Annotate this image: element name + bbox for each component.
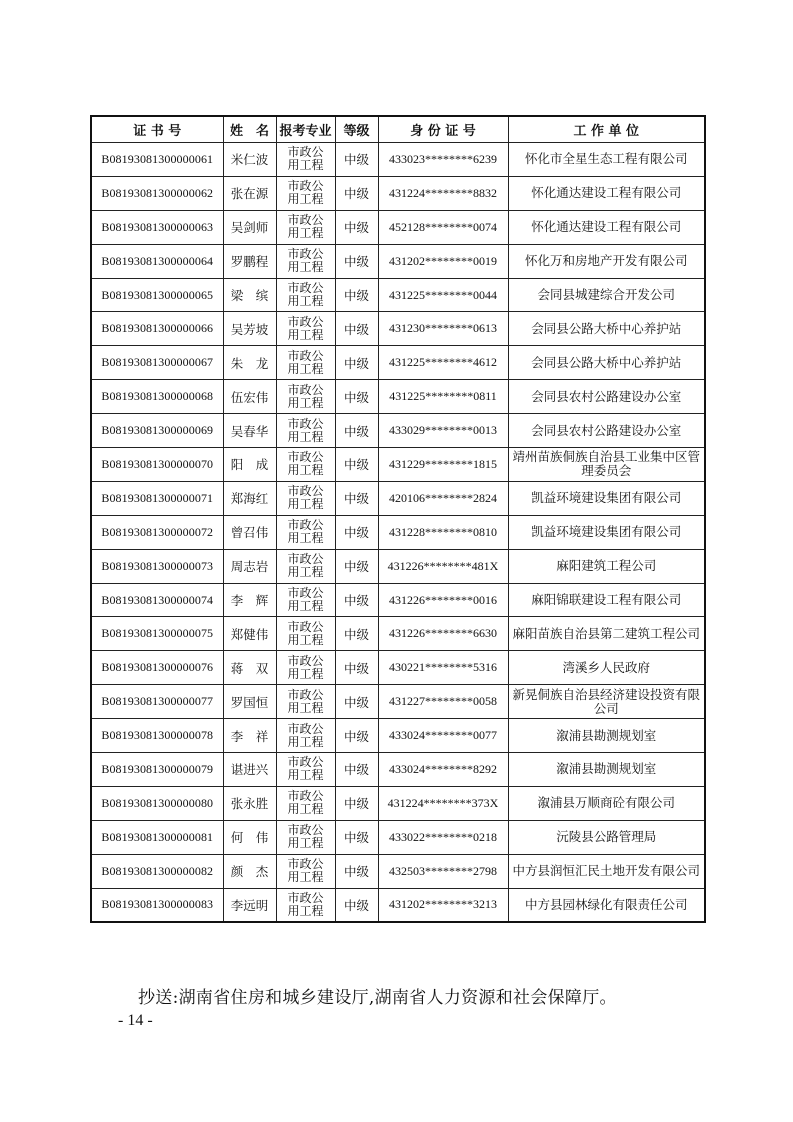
table-row bbox=[91, 651, 705, 685]
cert-number-cell: B08193081300000078 bbox=[91, 719, 223, 753]
table-row bbox=[91, 210, 705, 244]
work-unit-cell: 麻阳锦联建设工程有限公司 bbox=[508, 583, 705, 617]
major-cell bbox=[276, 854, 335, 888]
work-unit-cell: 中方县润恒汇民土地开发有限公司 bbox=[508, 854, 705, 888]
major-line: 用工程 bbox=[287, 158, 324, 173]
id-number-cell: 431230********0613 bbox=[378, 312, 508, 346]
id-number-cell: 431224********373X bbox=[378, 786, 508, 820]
name-cell: 朱 龙 bbox=[223, 346, 276, 380]
table-row bbox=[91, 448, 705, 482]
major-cell bbox=[276, 312, 335, 346]
header-major: 报考专业 bbox=[276, 116, 335, 143]
major-line: 用工程 bbox=[287, 599, 324, 614]
name-cell: 伍宏伟 bbox=[223, 380, 276, 414]
major-line: 市政公 bbox=[287, 518, 324, 533]
id-number-cell: 431228********0810 bbox=[378, 515, 508, 549]
header-id-number: 身 份 证 号 bbox=[378, 116, 508, 143]
certificate-table bbox=[90, 115, 706, 923]
major-cell bbox=[276, 346, 335, 380]
grade-cell: 中级 bbox=[335, 515, 378, 549]
name-cell: 郑健伟 bbox=[223, 617, 276, 651]
major-cell bbox=[276, 448, 335, 482]
table-row bbox=[91, 888, 705, 922]
major-line: 市政公 bbox=[287, 823, 324, 838]
name-cell: 李 祥 bbox=[223, 719, 276, 753]
name-cell: 曾召伟 bbox=[223, 515, 276, 549]
cert-number-cell: B08193081300000083 bbox=[91, 888, 223, 922]
table-row bbox=[91, 854, 705, 888]
name-cell: 罗国恒 bbox=[223, 685, 276, 719]
grade-cell: 中级 bbox=[335, 786, 378, 820]
major-cell bbox=[276, 380, 335, 414]
table-row bbox=[91, 753, 705, 787]
cert-number-cell: B08193081300000081 bbox=[91, 820, 223, 854]
name-cell: 梁 缤 bbox=[223, 278, 276, 312]
major-line: 市政公 bbox=[287, 890, 324, 905]
work-unit-cell: 会同县农村公路建设办公室 bbox=[508, 414, 705, 448]
id-number-cell: 431229********1815 bbox=[378, 448, 508, 482]
major-line: 用工程 bbox=[287, 870, 324, 885]
major-line: 用工程 bbox=[287, 903, 324, 918]
id-number-cell: 431225********4612 bbox=[378, 346, 508, 380]
major-line: 用工程 bbox=[287, 836, 324, 851]
cert-number-cell: B08193081300000062 bbox=[91, 176, 223, 210]
name-cell: 罗鹏程 bbox=[223, 244, 276, 278]
id-number-cell: 432503********2798 bbox=[378, 854, 508, 888]
grade-cell: 中级 bbox=[335, 448, 378, 482]
table-row bbox=[91, 617, 705, 651]
grade-cell: 中级 bbox=[335, 346, 378, 380]
cert-number-cell: B08193081300000080 bbox=[91, 786, 223, 820]
id-number-cell: 431227********0058 bbox=[378, 685, 508, 719]
grade-cell: 中级 bbox=[335, 414, 378, 448]
grade-cell: 中级 bbox=[335, 583, 378, 617]
name-cell: 米仁波 bbox=[223, 143, 276, 177]
name-cell: 何 伟 bbox=[223, 820, 276, 854]
major-line: 市政公 bbox=[287, 653, 324, 668]
major-cell bbox=[276, 143, 335, 177]
table-row bbox=[91, 244, 705, 278]
major-line: 市政公 bbox=[287, 281, 324, 295]
work-unit-cell: 麻阳苗族自治县第二建筑工程公司 bbox=[508, 617, 705, 651]
table-row bbox=[91, 380, 705, 414]
name-cell: 阳 成 bbox=[223, 448, 276, 482]
major-line: 市政公 bbox=[287, 416, 324, 431]
table-row bbox=[91, 414, 705, 448]
cert-number-cell: B08193081300000064 bbox=[91, 244, 223, 278]
grade-cell: 中级 bbox=[335, 143, 378, 177]
major-line: 市政公 bbox=[287, 484, 324, 499]
id-number-cell: 431225********0044 bbox=[378, 278, 508, 312]
id-number-cell: 433029********0013 bbox=[378, 414, 508, 448]
major-line: 用工程 bbox=[287, 463, 324, 478]
id-number-cell: 433022********0218 bbox=[378, 820, 508, 854]
name-cell: 李 辉 bbox=[223, 583, 276, 617]
major-cell bbox=[276, 583, 335, 617]
major-line: 市政公 bbox=[287, 586, 324, 601]
major-line: 市政公 bbox=[287, 314, 324, 329]
id-number-cell: 420106********2824 bbox=[378, 481, 508, 515]
name-cell: 吴芳坡 bbox=[223, 312, 276, 346]
grade-cell: 中级 bbox=[335, 210, 378, 244]
name-cell: 颜 杰 bbox=[223, 854, 276, 888]
cert-number-cell: B08193081300000067 bbox=[91, 346, 223, 380]
table-row bbox=[91, 820, 705, 854]
cert-number-cell: B08193081300000066 bbox=[91, 312, 223, 346]
major-line: 市政公 bbox=[287, 382, 324, 397]
grade-cell: 中级 bbox=[335, 481, 378, 515]
work-unit-cell: 沅陵县公路管理局 bbox=[508, 820, 705, 854]
grade-cell: 中级 bbox=[335, 312, 378, 346]
work-unit-cell: 会同县公路大桥中心养护站 bbox=[508, 312, 705, 346]
cert-number-cell: B08193081300000063 bbox=[91, 210, 223, 244]
grade-cell: 中级 bbox=[335, 685, 378, 719]
cert-number-cell: B08193081300000072 bbox=[91, 515, 223, 549]
major-line: 用工程 bbox=[287, 294, 324, 308]
cert-number-cell: B08193081300000082 bbox=[91, 854, 223, 888]
cert-number-cell: B08193081300000061 bbox=[91, 143, 223, 177]
major-line: 用工程 bbox=[287, 802, 324, 817]
major-cell bbox=[276, 481, 335, 515]
cert-number-cell: B08193081300000068 bbox=[91, 380, 223, 414]
table-row bbox=[91, 719, 705, 753]
major-cell bbox=[276, 617, 335, 651]
name-cell: 周志岩 bbox=[223, 549, 276, 583]
table-row bbox=[91, 549, 705, 583]
major-cell bbox=[276, 820, 335, 854]
work-unit-cell: 溆浦县勘测规划室 bbox=[508, 753, 705, 787]
work-unit-cell: 凯益环境建设集团有限公司 bbox=[508, 515, 705, 549]
major-cell bbox=[276, 719, 335, 753]
id-number-cell: 431226********0016 bbox=[378, 583, 508, 617]
cert-number-cell: B08193081300000070 bbox=[91, 448, 223, 482]
name-cell: 张在源 bbox=[223, 176, 276, 210]
major-line: 市政公 bbox=[287, 247, 324, 262]
grade-cell: 中级 bbox=[335, 380, 378, 414]
cert-number-cell: B08193081300000073 bbox=[91, 549, 223, 583]
major-line: 市政公 bbox=[287, 348, 324, 363]
work-unit-cell: 溆浦县勘测规划室 bbox=[508, 719, 705, 753]
grade-cell: 中级 bbox=[335, 244, 378, 278]
work-unit-cell: 怀化市全星生态工程有限公司 bbox=[508, 143, 705, 177]
work-unit-cell: 会同县农村公路建设办公室 bbox=[508, 380, 705, 414]
name-cell: 郑海红 bbox=[223, 481, 276, 515]
major-line: 市政公 bbox=[287, 721, 324, 736]
major-cell bbox=[276, 210, 335, 244]
table-row bbox=[91, 278, 705, 312]
header-cert-number: 证 书 号 bbox=[91, 116, 223, 143]
cert-number-cell: B08193081300000074 bbox=[91, 583, 223, 617]
table-row bbox=[91, 346, 705, 380]
table-row bbox=[91, 583, 705, 617]
major-line: 市政公 bbox=[287, 755, 324, 770]
cert-number-cell: B08193081300000065 bbox=[91, 278, 223, 312]
table-row bbox=[91, 312, 705, 346]
major-line: 市政公 bbox=[287, 687, 324, 702]
major-line: 用工程 bbox=[287, 395, 324, 410]
major-line: 用工程 bbox=[287, 700, 324, 715]
grade-cell: 中级 bbox=[335, 176, 378, 210]
work-unit-cell: 会同县城建综合开发公司 bbox=[508, 278, 705, 312]
major-line: 用工程 bbox=[287, 565, 324, 580]
work-unit-cell: 凯益环境建设集团有限公司 bbox=[508, 481, 705, 515]
cert-number-cell: B08193081300000071 bbox=[91, 481, 223, 515]
table-row bbox=[91, 685, 705, 719]
major-cell bbox=[276, 278, 335, 312]
header-name: 姓 名 bbox=[223, 116, 276, 143]
major-line: 市政公 bbox=[287, 619, 324, 634]
major-line: 用工程 bbox=[287, 361, 324, 376]
major-line: 用工程 bbox=[287, 734, 324, 749]
major-line: 用工程 bbox=[287, 666, 324, 681]
cert-number-cell: B08193081300000079 bbox=[91, 753, 223, 787]
table-row bbox=[91, 481, 705, 515]
grade-cell: 中级 bbox=[335, 278, 378, 312]
cert-number-cell: B08193081300000069 bbox=[91, 414, 223, 448]
major-cell bbox=[276, 414, 335, 448]
work-unit-cell: 会同县公路大桥中心养护站 bbox=[508, 346, 705, 380]
major-line: 用工程 bbox=[287, 768, 324, 783]
header-work-unit: 工 作 单 位 bbox=[508, 116, 705, 143]
work-unit-cell: 怀化通达建设工程有限公司 bbox=[508, 210, 705, 244]
work-unit-cell: 湾溪乡人民政府 bbox=[508, 651, 705, 685]
major-line: 市政公 bbox=[287, 213, 324, 228]
cc-line: 抄送:湖南省住房和城乡建设厅,湖南省人力资源和社会保障厅。 bbox=[138, 988, 617, 1008]
name-cell: 蒋 双 bbox=[223, 651, 276, 685]
name-cell: 谌进兴 bbox=[223, 753, 276, 787]
major-cell bbox=[276, 244, 335, 278]
cert-number-cell: B08193081300000076 bbox=[91, 651, 223, 685]
major-line: 用工程 bbox=[287, 260, 324, 275]
major-line: 用工程 bbox=[287, 531, 324, 546]
major-cell bbox=[276, 786, 335, 820]
major-line: 市政公 bbox=[287, 552, 324, 567]
major-cell bbox=[276, 753, 335, 787]
major-cell bbox=[276, 651, 335, 685]
grade-cell: 中级 bbox=[335, 854, 378, 888]
grade-cell: 中级 bbox=[335, 820, 378, 854]
name-cell: 吴春华 bbox=[223, 414, 276, 448]
work-unit-cell: 怀化通达建设工程有限公司 bbox=[508, 176, 705, 210]
work-unit-cell: 麻阳建筑工程公司 bbox=[508, 549, 705, 583]
name-cell: 吴剑师 bbox=[223, 210, 276, 244]
header-grade: 等级 bbox=[335, 116, 378, 143]
id-number-cell: 431202********0019 bbox=[378, 244, 508, 278]
work-unit-cell: 靖州苗族侗族自治县工业集中区管理委员会 bbox=[508, 448, 705, 482]
id-number-cell: 431225********0811 bbox=[378, 380, 508, 414]
major-line: 用工程 bbox=[287, 497, 324, 512]
table-row bbox=[91, 143, 705, 177]
table-row bbox=[91, 176, 705, 210]
grade-cell: 中级 bbox=[335, 549, 378, 583]
major-cell bbox=[276, 549, 335, 583]
major-line: 用工程 bbox=[287, 632, 324, 647]
major-line: 用工程 bbox=[287, 429, 324, 444]
work-unit-cell: 怀化万和房地产开发有限公司 bbox=[508, 244, 705, 278]
table-row bbox=[91, 515, 705, 549]
id-number-cell: 433023********6239 bbox=[378, 143, 508, 177]
major-line: 市政公 bbox=[287, 145, 324, 160]
major-line: 用工程 bbox=[287, 327, 324, 342]
major-cell bbox=[276, 685, 335, 719]
major-line: 用工程 bbox=[287, 192, 324, 207]
id-number-cell: 433024********8292 bbox=[378, 753, 508, 787]
work-unit-cell: 中方县园林绿化有限责任公司 bbox=[508, 888, 705, 922]
grade-cell: 中级 bbox=[335, 719, 378, 753]
major-line: 市政公 bbox=[287, 179, 324, 194]
table-header-row bbox=[91, 116, 705, 143]
id-number-cell: 431226********6630 bbox=[378, 617, 508, 651]
table-row bbox=[91, 786, 705, 820]
grade-cell: 中级 bbox=[335, 753, 378, 787]
cert-number-cell: B08193081300000075 bbox=[91, 617, 223, 651]
id-number-cell: 433024********0077 bbox=[378, 719, 508, 753]
major-line: 市政公 bbox=[287, 450, 324, 465]
grade-cell: 中级 bbox=[335, 651, 378, 685]
major-line: 用工程 bbox=[287, 226, 324, 241]
major-cell bbox=[276, 515, 335, 549]
name-cell: 张永胜 bbox=[223, 786, 276, 820]
id-number-cell: 431226********481X bbox=[378, 549, 508, 583]
grade-cell: 中级 bbox=[335, 888, 378, 922]
table-body bbox=[91, 143, 705, 922]
id-number-cell: 430221********5316 bbox=[378, 651, 508, 685]
major-cell bbox=[276, 888, 335, 922]
major-line: 市政公 bbox=[287, 789, 324, 804]
major-cell bbox=[276, 176, 335, 210]
page-number: - 14 - bbox=[118, 1012, 153, 1029]
id-number-cell: 431202********3213 bbox=[378, 888, 508, 922]
cert-number-cell: B08193081300000077 bbox=[91, 685, 223, 719]
major-line: 市政公 bbox=[287, 857, 324, 872]
id-number-cell: 431224********8832 bbox=[378, 176, 508, 210]
work-unit-cell: 新晃侗族自治县经济建设投资有限公司 bbox=[508, 685, 705, 719]
id-number-cell: 452128********0074 bbox=[378, 210, 508, 244]
name-cell: 李远明 bbox=[223, 888, 276, 922]
work-unit-cell: 溆浦县万顺商砼有限公司 bbox=[508, 786, 705, 820]
grade-cell: 中级 bbox=[335, 617, 378, 651]
